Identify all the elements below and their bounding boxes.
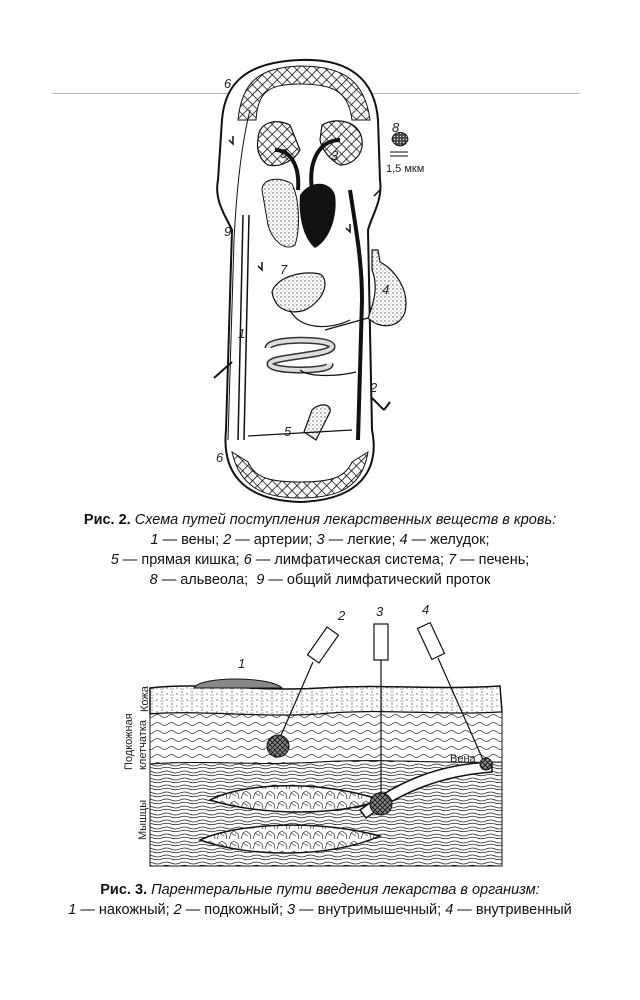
fig3-title: Парентеральные пути введения лекарства в организм: <box>151 882 540 898</box>
label-7: 7 <box>280 262 288 277</box>
legend-text: — печень; <box>456 552 530 568</box>
fig2-caption-title-line <box>20 510 620 530</box>
legend-num: 9 <box>256 572 265 588</box>
fig3-diagram <box>123 602 502 866</box>
fig3-caption-title-line <box>20 880 620 900</box>
label-4: 4 <box>382 282 390 297</box>
legend-num: 2 <box>173 902 182 918</box>
legend-num: 7 <box>448 552 457 568</box>
legend-num: 3 <box>287 902 296 918</box>
fig3-label-1: 1 <box>238 656 246 671</box>
fig3-caption <box>20 880 620 920</box>
legend-num: 6 <box>243 552 252 568</box>
legend-text: — альвеола; <box>157 572 257 588</box>
legend-num: 5 <box>110 552 119 568</box>
legend-text: — лимфатическая система; <box>251 552 449 568</box>
fig3-label-2: 2 <box>338 608 346 623</box>
fig2-legend-line-3 <box>20 570 620 590</box>
fig2-caption <box>20 510 620 590</box>
subcut-side-label-1: Подкожная <box>123 713 135 770</box>
legend-text: — внутривенный <box>453 902 572 918</box>
legend-num: 3 <box>316 532 325 548</box>
skin-layer <box>150 686 502 715</box>
label-3-left: 3 <box>280 146 288 161</box>
legend-num: 4 <box>445 902 454 918</box>
label-8: 8 <box>392 120 400 135</box>
label-2: 2 <box>370 380 378 395</box>
legend-num: 8 <box>149 572 158 588</box>
topical-drug <box>194 679 282 688</box>
legend-text: — внутримышечный; <box>295 902 446 918</box>
label-6-top: 6 <box>224 76 232 91</box>
label-3-right: 3 <box>331 148 339 163</box>
muscle-side-label: Мышцы <box>137 799 149 840</box>
legend-num: 1 <box>150 532 159 548</box>
intravenous-point <box>480 758 492 770</box>
fig2-legend-line-1 <box>20 530 620 550</box>
legend-text: — подкожный; <box>181 902 288 918</box>
legend-text: — прямая кишка; <box>118 552 244 568</box>
alveola-inset <box>390 133 408 157</box>
legend-text: — легкие; <box>324 532 400 548</box>
fig2-number: Рис. 2. <box>83 512 131 528</box>
legend-text: — накожный; <box>76 902 174 918</box>
legend-text: — общий лимфатический проток <box>264 572 491 588</box>
legend-num: 4 <box>399 532 408 548</box>
fig2-legend-line-2 <box>20 550 620 570</box>
fig2-title: Схема путей поступления лекарственных веществ в кровь: <box>134 512 557 528</box>
label-9: 9 <box>224 224 232 239</box>
fig3-label-3: 3 <box>376 604 384 619</box>
legend-text: — желудок; <box>407 532 490 548</box>
fig3-number: Рис. 3. <box>100 882 148 898</box>
needle-artery <box>372 398 390 410</box>
fig3-legend-line-1 <box>20 900 620 920</box>
label-5: 5 <box>284 424 292 439</box>
label-1: 1 <box>238 326 246 341</box>
subcut-side-label-2: клетчатка <box>137 720 149 770</box>
legend-num: 1 <box>68 902 77 918</box>
fig2-diagram <box>214 60 424 502</box>
label-6-bottom: 6 <box>216 450 224 465</box>
label-8-size: 1,5 мкм <box>386 163 425 175</box>
legend-text: — вены; <box>158 532 224 548</box>
subcutaneous-depot <box>267 735 289 757</box>
legend-text: — артерии; <box>231 532 317 548</box>
skin-side-label: Кожа <box>139 686 151 712</box>
legend-num: 2 <box>223 532 232 548</box>
intramuscular-depot <box>370 793 392 815</box>
vein-label: Вена <box>450 753 476 765</box>
fig3-label-4: 4 <box>422 602 430 617</box>
